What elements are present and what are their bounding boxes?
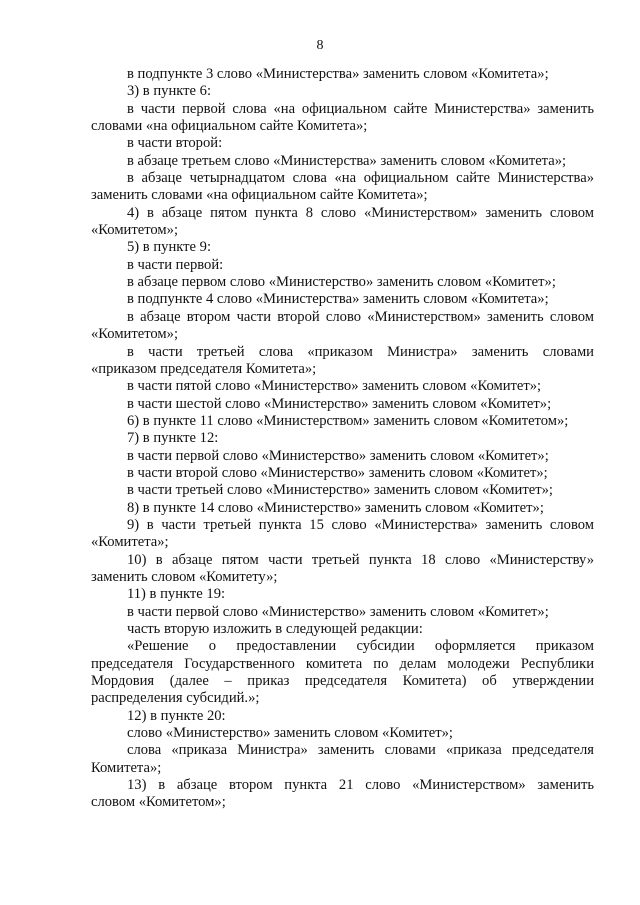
text-line: «Решение о предоставлении субсидии оформляется приказом [127, 638, 594, 655]
text-line: в абзаце втором части второй слово «Министерством» заменить словом [127, 308, 594, 325]
text-line: в части первой слово «Министерство» заменить словом «Комитет»; [127, 603, 549, 620]
text-line: 13) в абзаце втором пункта 21 слово «Министерством» заменить [127, 777, 594, 794]
text-line: в подпункте 3 слово «Министерства» заменить словом «Комитета»; [127, 66, 549, 82]
text-line: в части третьей слово «Министерство» заменить словом «Комитет»; [127, 482, 553, 499]
text-line: в части шестой слово «Министерство» заменить словом «Комитет»; [127, 395, 552, 412]
text-line: словом «Комитетом»; [91, 794, 226, 811]
text-line: слова «приказа Министра» заменить словами «приказа председателя [127, 742, 594, 759]
text-line: «Комитетом»; [91, 326, 179, 343]
text-line: в части первой слово «Министерство» заменить словом «Комитет»; [127, 447, 549, 464]
text-line: в части второй слово «Министерство» заменить словом «Комитет»; [127, 464, 548, 481]
text-line: 9) в части третьей пункта 15 слово «Министерства» заменить словом [127, 516, 594, 533]
text-line: в подпункте 4 слово «Министерства» заменить словом «Комитета»; [127, 291, 549, 308]
text-line: заменить словами «на официальном сайте Комитета»; [91, 187, 428, 204]
text-line: Комитета»; [91, 759, 162, 776]
text-line: 6) в пункте 11 слово «Министерством» заменить словом «Комитетом»; [127, 412, 569, 429]
text-line: заменить словом «Комитету»; [91, 568, 278, 585]
text-line: Мордовия (далее – приказ председателя Комитета) об утверждении [91, 673, 594, 690]
text-line: председателя Государственного комитета по делам молодежи Республики [91, 655, 594, 672]
text-line: в абзаце первом слово «Министерство» заменить словом «Комитет»; [127, 274, 556, 291]
text-line: слово «Министерство» заменить словом «Комитет»; [127, 725, 453, 742]
text-line: 7) в пункте 12: [127, 430, 219, 447]
page-number: 8 [316, 38, 324, 53]
text-line: словами «на официальном сайте Комитета»; [91, 118, 368, 135]
text-line: «Комитета»; [91, 534, 169, 551]
text-line: в части третьей слова «приказом Министра» заменить словами [127, 343, 594, 360]
text-line: 3) в пункте 6: [127, 83, 212, 100]
text-line: в абзаце четырнадцатом слова «на официальном сайте Министерства» [127, 170, 594, 187]
text-line: в части второй: [127, 135, 223, 152]
text-line: в абзаце третьем слово «Министерства» заменить словом «Комитета»; [127, 152, 567, 169]
text-line: часть вторую изложить в следующей редакции: [127, 621, 423, 637]
text-line: в части пятой слово «Министерство» заменить словом «Комитет»; [127, 378, 542, 395]
document-body [91, 66, 594, 812]
text-line: 10) в абзаце пятом части третьей пункта 18 слово «Министерству» [127, 551, 594, 568]
text-line: в части первой: [127, 256, 224, 273]
text-line: в части первой слова «на официальном сайте Министерства» заменить [127, 100, 594, 117]
text-line: распределения субсидий.»; [91, 690, 260, 707]
text-line: 8) в пункте 14 слово «Министерство» заменить словом «Комитет»; [127, 499, 544, 516]
text-line: «Комитетом»; [91, 222, 179, 239]
text-line: 4) в абзаце пятом пункта 8 слово «Министерством» заменить словом [127, 204, 594, 221]
text-line: 5) в пункте 9: [127, 239, 212, 256]
text-line: 12) в пункте 20: [127, 707, 226, 724]
text-line: 11) в пункте 19: [127, 586, 226, 603]
text-line: «приказом председателя Комитета»; [91, 360, 317, 377]
